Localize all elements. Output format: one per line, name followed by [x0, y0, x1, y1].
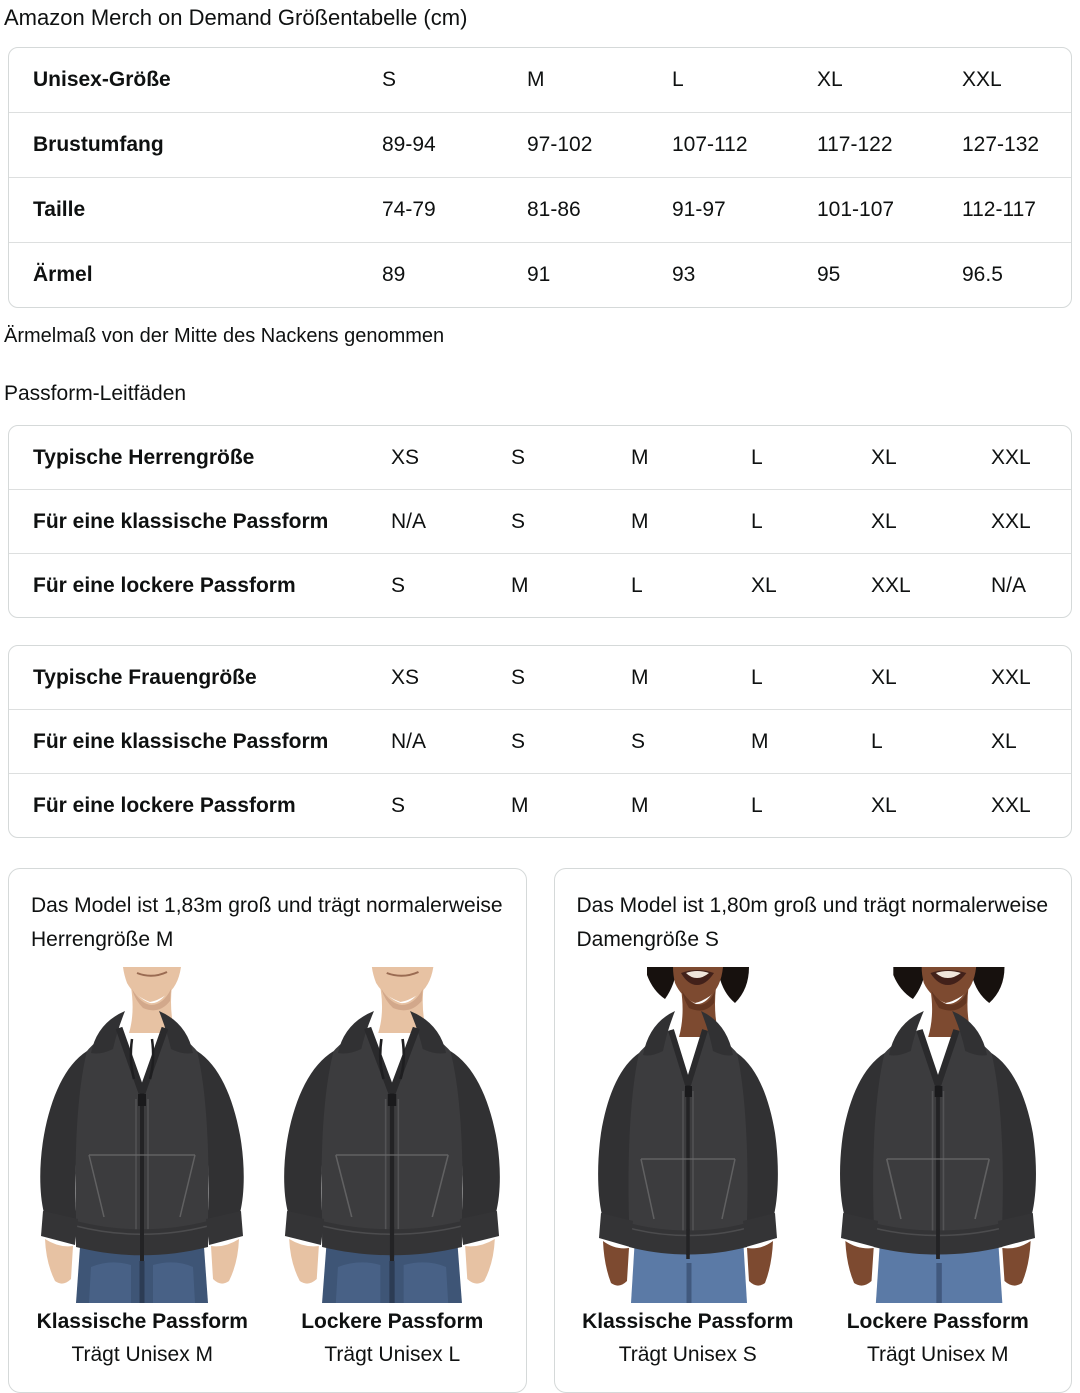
- row-label: Für eine klassische Passform: [33, 729, 329, 753]
- size-cell: XL: [871, 509, 897, 533]
- size-cell: XL: [871, 665, 897, 689]
- row-label: Brustumfang: [33, 133, 164, 156]
- size-cell: L: [631, 573, 643, 597]
- size-cell: XL: [817, 68, 843, 91]
- row-label: Für eine lockere Passform: [33, 793, 296, 817]
- size-cell: 112-117: [962, 198, 1036, 221]
- photo-caption: [281, 1309, 503, 1367]
- size-label: Trägt Unisex M: [71, 1343, 214, 1366]
- size-cell: L: [871, 729, 883, 753]
- photo-caption: [31, 1309, 253, 1367]
- size-cell: 101-107: [817, 198, 895, 221]
- table-row: [9, 646, 1071, 709]
- row-label: Für eine lockere Passform: [33, 573, 296, 597]
- size-cell: S: [391, 793, 406, 817]
- table-row: [9, 177, 1071, 242]
- size-cell: XS: [391, 445, 420, 469]
- size-cell: XL: [991, 729, 1017, 753]
- size-cell: 93: [672, 263, 696, 286]
- fit-guides-title: Passform-Leitfäden: [4, 382, 187, 405]
- fit-table-men: [8, 425, 1072, 618]
- model-photo-man-loose: [281, 967, 503, 1303]
- model-description: Das Model ist 1,80m groß und trägt normalerweise Damengröße S: [576, 894, 1049, 951]
- size-cell: L: [751, 509, 763, 533]
- size-cell: XXL: [991, 445, 1031, 469]
- size-cell: M: [751, 729, 769, 753]
- size-cell: M: [631, 445, 649, 469]
- model-photo-man-classic: [31, 967, 253, 1303]
- size-cell: M: [527, 68, 545, 91]
- table-row: [9, 48, 1071, 112]
- size-cell: XL: [871, 793, 897, 817]
- table-row: [9, 709, 1071, 773]
- size-cell: XXL: [991, 509, 1031, 533]
- size-cell: 96.5: [962, 263, 1003, 286]
- model-photo-woman-loose: [827, 967, 1049, 1303]
- photo-figure: [31, 967, 253, 1367]
- sleeve-measure-note: Ärmelmaß von der Mitte des Nackens genommen: [4, 325, 445, 347]
- size-cell: L: [751, 793, 763, 817]
- row-label: Unisex-Größe: [33, 68, 171, 91]
- size-cell: S: [631, 729, 646, 753]
- size-cell: XXL: [962, 68, 1002, 91]
- size-cell: 91: [527, 263, 551, 286]
- size-cell: 81-86: [527, 198, 581, 221]
- size-cell: XXL: [871, 573, 911, 597]
- fit-label: Klassische Passform: [36, 1310, 248, 1333]
- size-cell: XS: [391, 665, 420, 689]
- table-row: [9, 242, 1071, 307]
- size-cell: XXL: [991, 665, 1031, 689]
- size-cell: XL: [751, 573, 777, 597]
- size-cell: N/A: [391, 729, 427, 753]
- table-row: [9, 773, 1071, 837]
- size-label: Trägt Unisex L: [324, 1343, 461, 1366]
- model-photo-woman-classic: [577, 967, 799, 1303]
- row-label: Typische Frauengröße: [33, 665, 257, 689]
- size-cell: 89-94: [382, 133, 436, 156]
- size-cell: XL: [871, 445, 897, 469]
- size-cell: S: [511, 445, 526, 469]
- size-cell: 74-79: [382, 198, 436, 221]
- table-row: [9, 426, 1071, 489]
- size-cell: 127-132: [962, 133, 1040, 156]
- size-cell: S: [511, 509, 526, 533]
- photo-row: [31, 967, 504, 1367]
- size-cell: 95: [817, 263, 841, 286]
- table-row: [9, 489, 1071, 553]
- size-label: Trägt Unisex M: [866, 1343, 1009, 1366]
- size-table: [8, 47, 1072, 308]
- fit-label: Lockere Passform: [846, 1310, 1029, 1333]
- size-cell: M: [511, 793, 529, 817]
- size-cell: M: [631, 665, 649, 689]
- size-cell: L: [672, 68, 684, 91]
- size-cell: S: [382, 68, 397, 91]
- model-cards: [8, 868, 1072, 1393]
- size-cell: M: [631, 509, 649, 533]
- size-cell: S: [511, 665, 526, 689]
- size-cell: N/A: [991, 573, 1027, 597]
- size-label: Trägt Unisex S: [618, 1343, 757, 1366]
- size-cell: M: [631, 793, 649, 817]
- row-label: Ärmel: [33, 263, 93, 286]
- size-cell: S: [511, 729, 526, 753]
- photo-figure: [827, 967, 1049, 1367]
- size-cell: L: [751, 445, 763, 469]
- size-cell: 117-122: [817, 133, 893, 156]
- size-cell: L: [751, 665, 763, 689]
- page-title: Amazon Merch on Demand Größentabelle (cm): [4, 5, 468, 30]
- size-cell: XXL: [991, 793, 1031, 817]
- model-description: Das Model ist 1,83m groß und trägt normalerweise Herrengröße M: [31, 894, 503, 951]
- table-row: [9, 553, 1071, 617]
- size-cell: 97-102: [527, 133, 593, 156]
- photo-caption: [577, 1309, 799, 1367]
- size-cell: 91-97: [672, 198, 726, 221]
- model-card-men: [8, 868, 527, 1393]
- size-cell: 107-112: [672, 133, 748, 156]
- row-label: Typische Herrengröße: [33, 445, 255, 469]
- photo-figure: [577, 967, 799, 1367]
- fit-label: Lockere Passform: [301, 1310, 484, 1333]
- size-cell: S: [391, 573, 406, 597]
- fit-label: Klassische Passform: [582, 1310, 794, 1333]
- size-cell: N/A: [391, 509, 427, 533]
- model-card-women: [554, 868, 1073, 1393]
- fit-table-women: [8, 645, 1072, 838]
- size-cell: 89: [382, 263, 406, 286]
- size-cell: M: [511, 573, 529, 597]
- photo-caption: [827, 1309, 1049, 1367]
- photo-figure: [281, 967, 503, 1367]
- table-row: [9, 112, 1071, 177]
- row-label: Für eine klassische Passform: [33, 509, 329, 533]
- photo-row: [577, 967, 1050, 1367]
- row-label: Taille: [33, 198, 86, 221]
